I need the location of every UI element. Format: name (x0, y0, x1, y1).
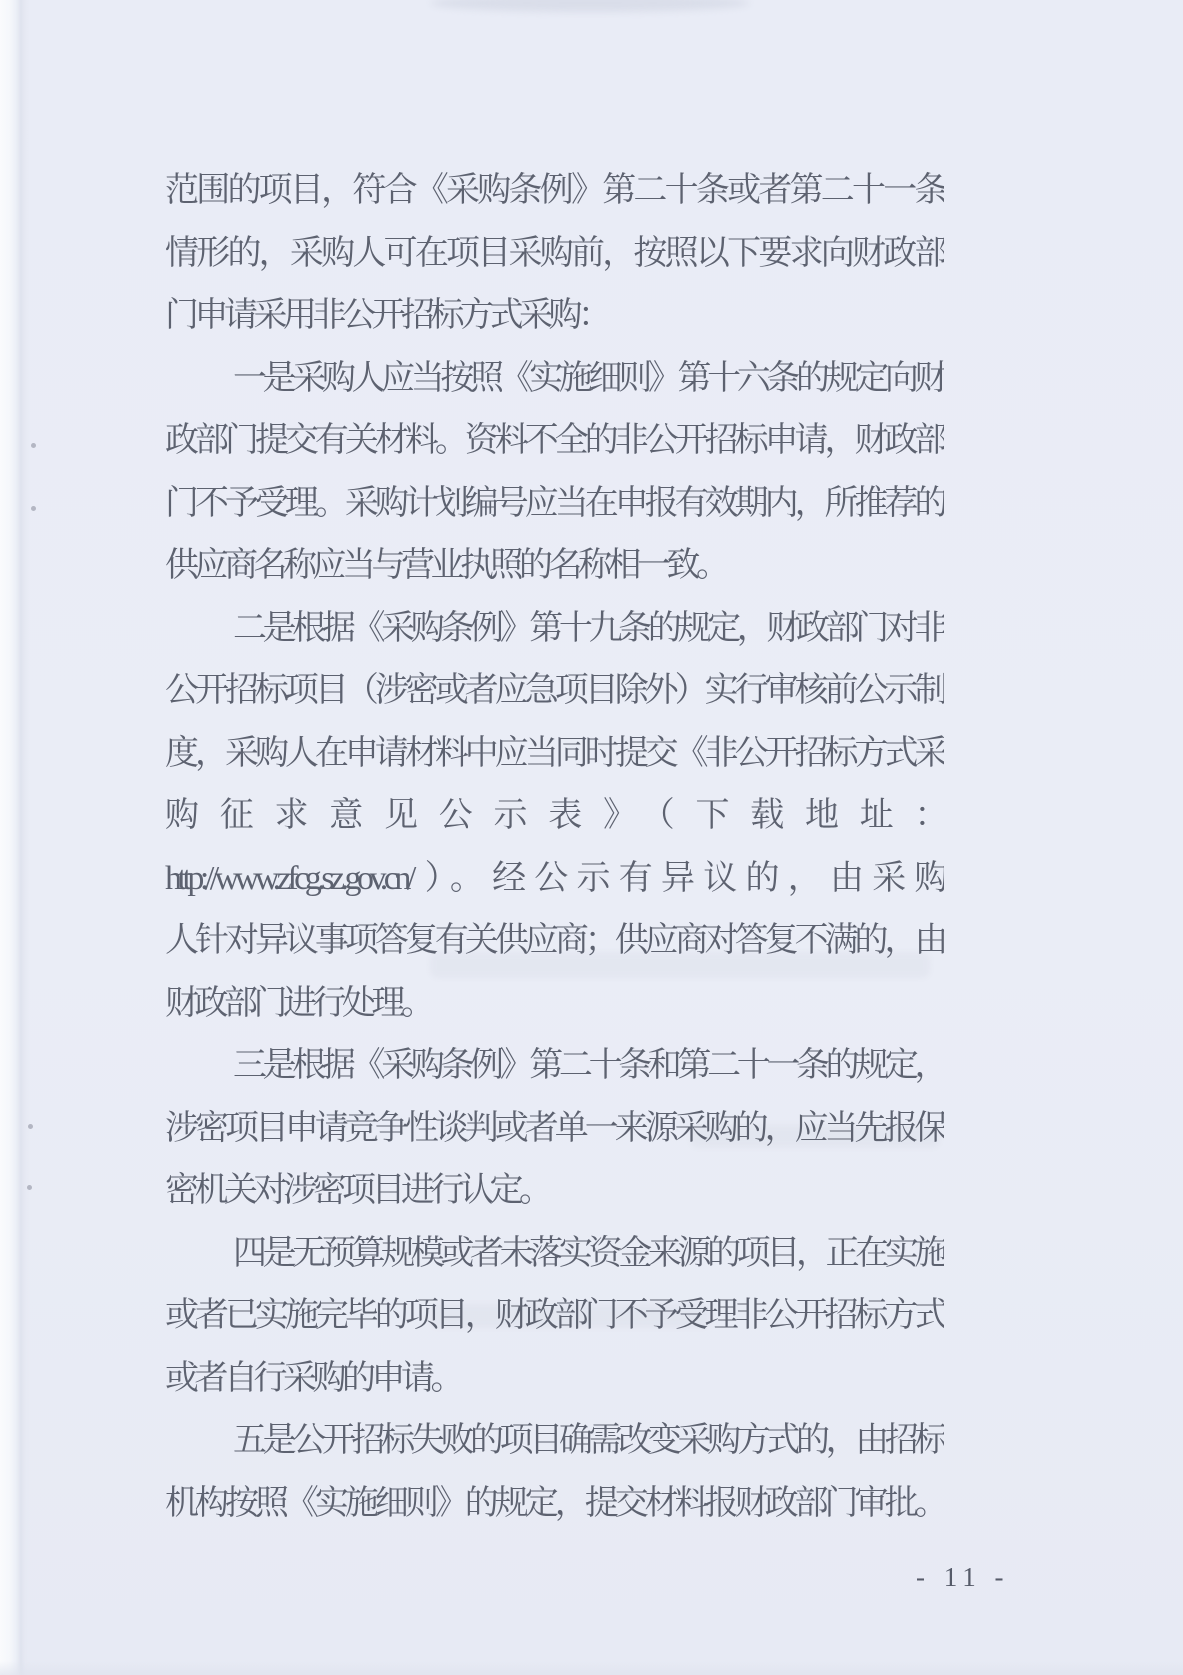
text-line: 供应商名称应当与营业执照的名称相一致。 (165, 547, 726, 584)
text-line: 四是无预算规模或者未落实资金来源的项目，正在实施 (233, 1234, 944, 1272)
text-line: 情形的，采购人可在项目采购前，按照以下要求向财政部 (165, 234, 944, 272)
text-line: 密机关对涉密项目进行认定。 (165, 1172, 549, 1209)
scan-smudge-top (430, 0, 750, 12)
text-line: 涉密项目申请竞争性谈判或者单一来源采购的，应当先报保 (165, 1109, 944, 1147)
text-line: 公开招标项目（涉密或者应急项目除外）实行审核前公示制 (165, 672, 944, 709)
text-line: 购征求意见公示表》（下载地址： (165, 797, 944, 834)
text-line: 或者自行采购的申请。 (165, 1359, 460, 1397)
binding-speck (31, 506, 36, 511)
page-bottom-shade (0, 1661, 1183, 1675)
page-number: - 11 - (916, 1562, 1010, 1592)
text-line: 机构按照《实施细则》的规定，提交材料报财政部门审批。 (165, 1484, 944, 1522)
text-line: 范围的项目，符合《采购条例》第二十条或者第二十一条 (165, 172, 944, 209)
text-line: 人针对异议事项答复有关供应商；供应商对答复不满的，由 (165, 922, 944, 959)
binding-speck (27, 1185, 32, 1190)
text-line: 度，采购人在申请材料中应当同时提交《非公开招标方式采 (165, 734, 944, 772)
text-line: 门申请采用非公开招标方式采购： (165, 297, 608, 334)
text-line: 三是根据《采购条例》第二十条和第二十一条的规定， (233, 1047, 944, 1084)
binding-speck (28, 1124, 33, 1129)
document-body (165, 160, 944, 1535)
text-line: 一是采购人应当按照《实施细则》第十六条的规定向财 (233, 359, 944, 397)
text-line: 门不予受理。采购计划编号应当在申报有效期内，所推荐的 (165, 484, 944, 522)
text-line: 五是公开招标失败的项目确需改变采购方式的，由招标 (233, 1422, 944, 1459)
text-line: 政部门提交有关材料。资料不全的非公开招标申请，财政部 (165, 422, 944, 459)
text-line: 二是根据《采购条例》第十九条的规定，财政部门对非 (233, 609, 944, 647)
text-line: http://www.zfcg.sz.gov.cn/）。经公示有异议的，由采购 (165, 859, 944, 897)
text-line: 财政部门进行处理。 (165, 984, 431, 1022)
page-left-edge-shadow (0, 0, 30, 1675)
text-line: 或者已实施完毕的项目，财政部门不予受理非公开招标方式 (165, 1297, 944, 1334)
binding-speck (31, 443, 36, 448)
